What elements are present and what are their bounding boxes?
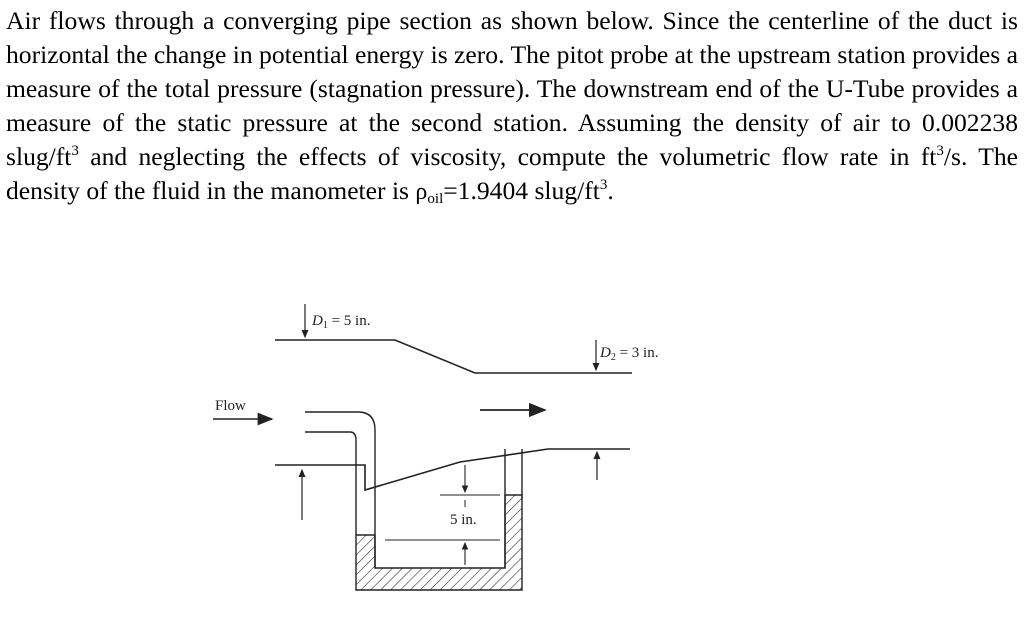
superscript-3: 3	[936, 143, 944, 159]
rho-symbol: ρ	[415, 179, 428, 205]
pipe-upper-wall	[275, 340, 632, 373]
problem-tail: /s. The density of the fluid in the manometer is	[6, 142, 1018, 205]
rho-subscript: oil	[427, 191, 444, 207]
problem-mid: and neglecting the effects of viscosity, compute the volumetric flow rate in ft	[78, 142, 937, 171]
pitot-probe-wall	[305, 432, 356, 535]
problem-statement	[6, 4, 1018, 209]
manometer-label: 5 in.	[450, 512, 477, 528]
superscript-3: 3	[599, 177, 608, 193]
manometer-fluid	[356, 495, 522, 590]
problem-lead: Air flows through a converging pipe section as shown below. Since the centerline of the duct is horizontal the change in potential energy is zero. The pitot probe at the upstream station provides a measure of the total pressure (stagnation pressure). The downstream end of the U-Tube provides a measure of the static pressure at the second station. Assuming the density of air to 0.002238 slug/ft	[6, 6, 1018, 171]
pipe-lower-wall	[275, 449, 630, 490]
problem-end: .	[607, 176, 614, 205]
flow-label: Flow	[215, 398, 246, 414]
rho-value: =1.9404 slug/ft	[443, 176, 600, 205]
d2-label: $D_2 = 3$ in.	[600, 345, 659, 363]
pipe-manometer-diagram	[0, 240, 1024, 620]
d1-label: $D_1 = 5$ in.	[312, 313, 371, 331]
superscript-3: 3	[71, 143, 79, 159]
